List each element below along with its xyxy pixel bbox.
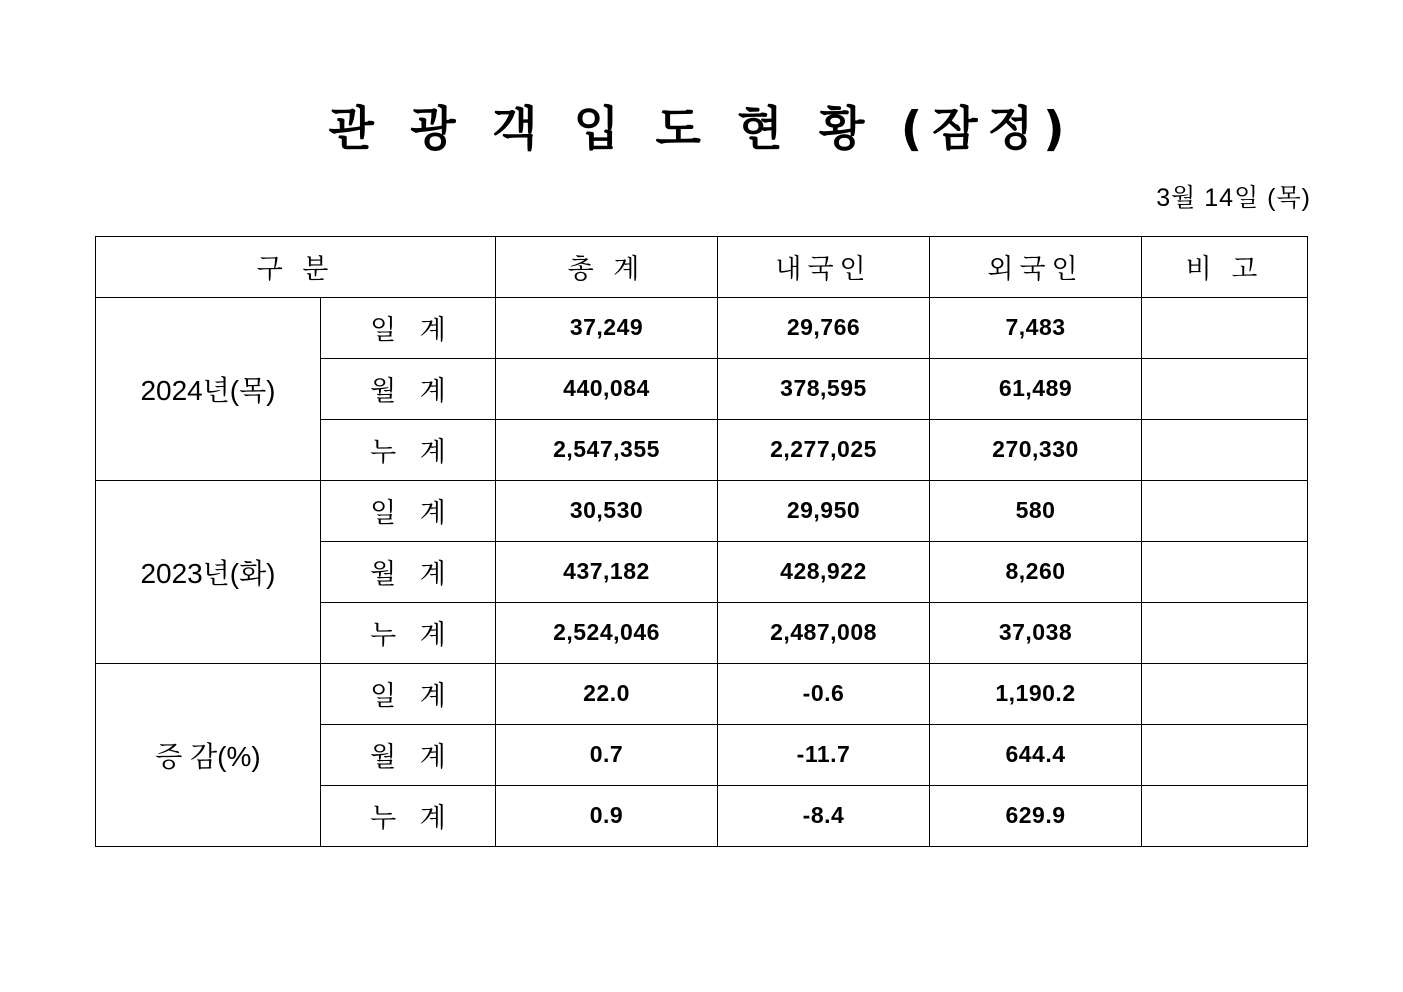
report-date: 3월 14일 (목)	[1156, 183, 1311, 212]
value-note	[1142, 419, 1308, 480]
value-total: 37,249	[496, 297, 718, 358]
value-foreign: 8,260	[930, 541, 1142, 602]
value-domestic: 29,766	[718, 297, 930, 358]
table-row	[95, 297, 1307, 358]
row-label: 누 계	[320, 785, 495, 846]
value-domestic: 378,595	[718, 358, 930, 419]
value-domestic: 428,922	[718, 541, 930, 602]
header-note: 비 고	[1142, 236, 1308, 297]
page-title: 관 광 객 입 도 현 황 (잠정)	[328, 102, 1075, 157]
row-label: 월 계	[320, 541, 495, 602]
value-note	[1142, 358, 1308, 419]
value-foreign: 629.9	[930, 785, 1142, 846]
value-domestic: -8.4	[718, 785, 930, 846]
value-total: 2,547,355	[496, 419, 718, 480]
row-label: 일 계	[320, 480, 495, 541]
group-label-2024: 2024년(목)	[95, 297, 320, 480]
value-note	[1142, 297, 1308, 358]
value-domestic: -11.7	[718, 724, 930, 785]
header-total: 총 계	[496, 236, 718, 297]
value-note	[1142, 724, 1308, 785]
value-foreign: 270,330	[930, 419, 1142, 480]
value-domestic: 2,487,008	[718, 602, 930, 663]
value-note	[1142, 480, 1308, 541]
value-foreign: 580	[930, 480, 1142, 541]
table-row	[95, 480, 1307, 541]
row-label: 누 계	[320, 602, 495, 663]
row-label: 일 계	[320, 297, 495, 358]
row-label: 월 계	[320, 358, 495, 419]
table-header	[95, 236, 1307, 297]
group-label-2023: 2023년(화)	[95, 480, 320, 663]
table-header-row	[95, 236, 1307, 297]
value-total: 0.9	[496, 785, 718, 846]
row-label: 누 계	[320, 419, 495, 480]
value-foreign: 37,038	[930, 602, 1142, 663]
value-foreign: 1,190.2	[930, 663, 1142, 724]
row-label: 일 계	[320, 663, 495, 724]
table-body	[95, 297, 1307, 846]
value-domestic: 29,950	[718, 480, 930, 541]
value-foreign: 7,483	[930, 297, 1142, 358]
row-label: 월 계	[320, 724, 495, 785]
group-label-change: 증 감(%)	[95, 663, 320, 846]
value-note	[1142, 785, 1308, 846]
value-domestic: -0.6	[718, 663, 930, 724]
value-foreign: 61,489	[930, 358, 1142, 419]
value-total: 30,530	[496, 480, 718, 541]
header-domestic: 내국인	[718, 236, 930, 297]
value-total: 0.7	[496, 724, 718, 785]
value-note	[1142, 663, 1308, 724]
value-total: 440,084	[496, 358, 718, 419]
value-foreign: 644.4	[930, 724, 1142, 785]
value-total: 22.0	[496, 663, 718, 724]
value-note	[1142, 541, 1308, 602]
value-note	[1142, 602, 1308, 663]
value-total: 437,182	[496, 541, 718, 602]
header-foreign: 외국인	[930, 236, 1142, 297]
header-category: 구 분	[95, 236, 495, 297]
tourist-arrivals-table	[95, 236, 1308, 847]
value-domestic: 2,277,025	[718, 419, 930, 480]
value-total: 2,524,046	[496, 602, 718, 663]
table-row	[95, 663, 1307, 724]
